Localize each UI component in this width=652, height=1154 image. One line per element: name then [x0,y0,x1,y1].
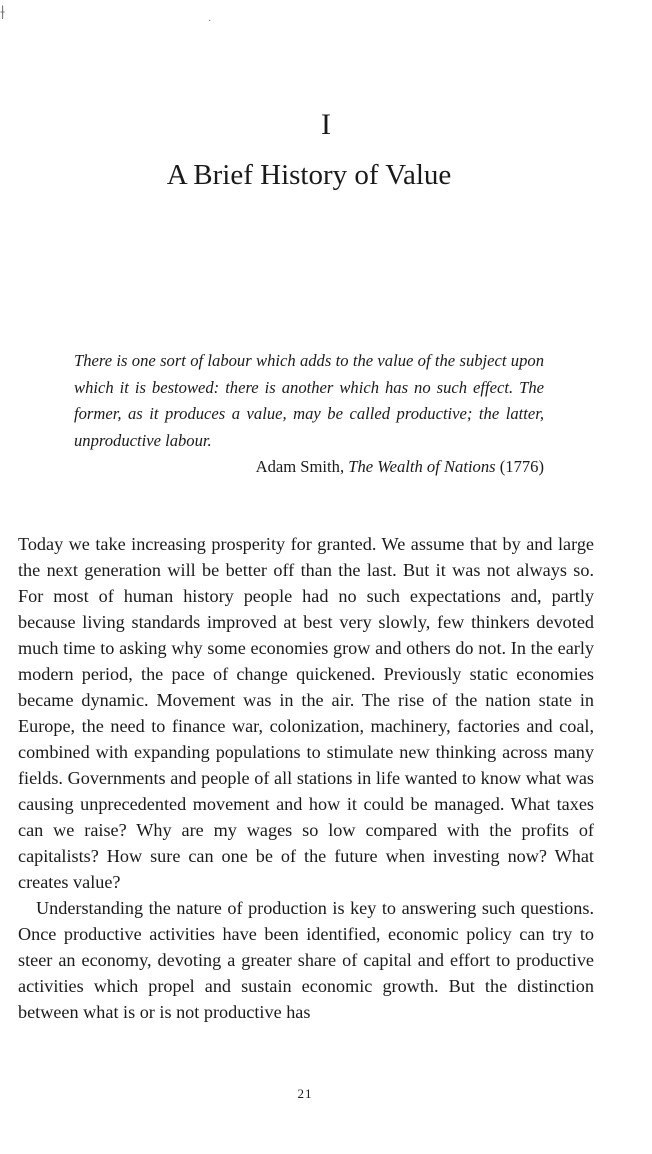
epigraph [74,348,544,481]
epigraph-author: Adam Smith, [255,457,349,477]
scan-speck: · [208,16,212,27]
epigraph-attribution [74,454,544,481]
epigraph-year: (1776) [495,457,544,477]
epigraph-work: The Wealth of Nations [348,457,496,477]
scan-mark: ⟊ [0,2,6,24]
body-text [18,531,594,1025]
epigraph-quote: There is one sort of labour which adds to the value of the subject upon which it is bestowed: there is another which has no such effect. The former, as it produces a value, may be called productive; the latter, unproductive labour. [74,351,544,450]
paragraph-2: Understanding the nature of production is key to answering such questions. Once productive activities have been identified, economic policy can try to steer an economy, devoting a greater share of capital and effort to productive activities which propel and sustain economic growth. But the distinction between what is or is not productive has [18,898,594,1022]
paragraph-1: Today we take increasing prosperity for granted. We assume that by and large the next generation will be better off than the last. But it was not always so. For most of human history people had no such expectations and, partly because living standards improved at best very slowly, few thinkers devoted much time to asking why some economies grow and others do not. In the early modern period, the pace of change quickened. Previously static economies became dynamic. Movement was in the air. The rise of the nation state in Europe, the need to finance war, colonization, machinery, factories and coal, combined with expanding populations to stimulate new thinking across many fields. Governments and people of all stations in life wanted to know what was causing unprecedented movement and how it could be managed. What taxes can we raise? Why are my wages so low compared with the profits of capitalists? How sure can one be of the future when investing now? What creates value? [18,534,594,892]
page-number: 21 [297,1086,313,1101]
chapter-title: A Brief History of Value [166,159,452,191]
chapter-number: I [321,108,331,141]
